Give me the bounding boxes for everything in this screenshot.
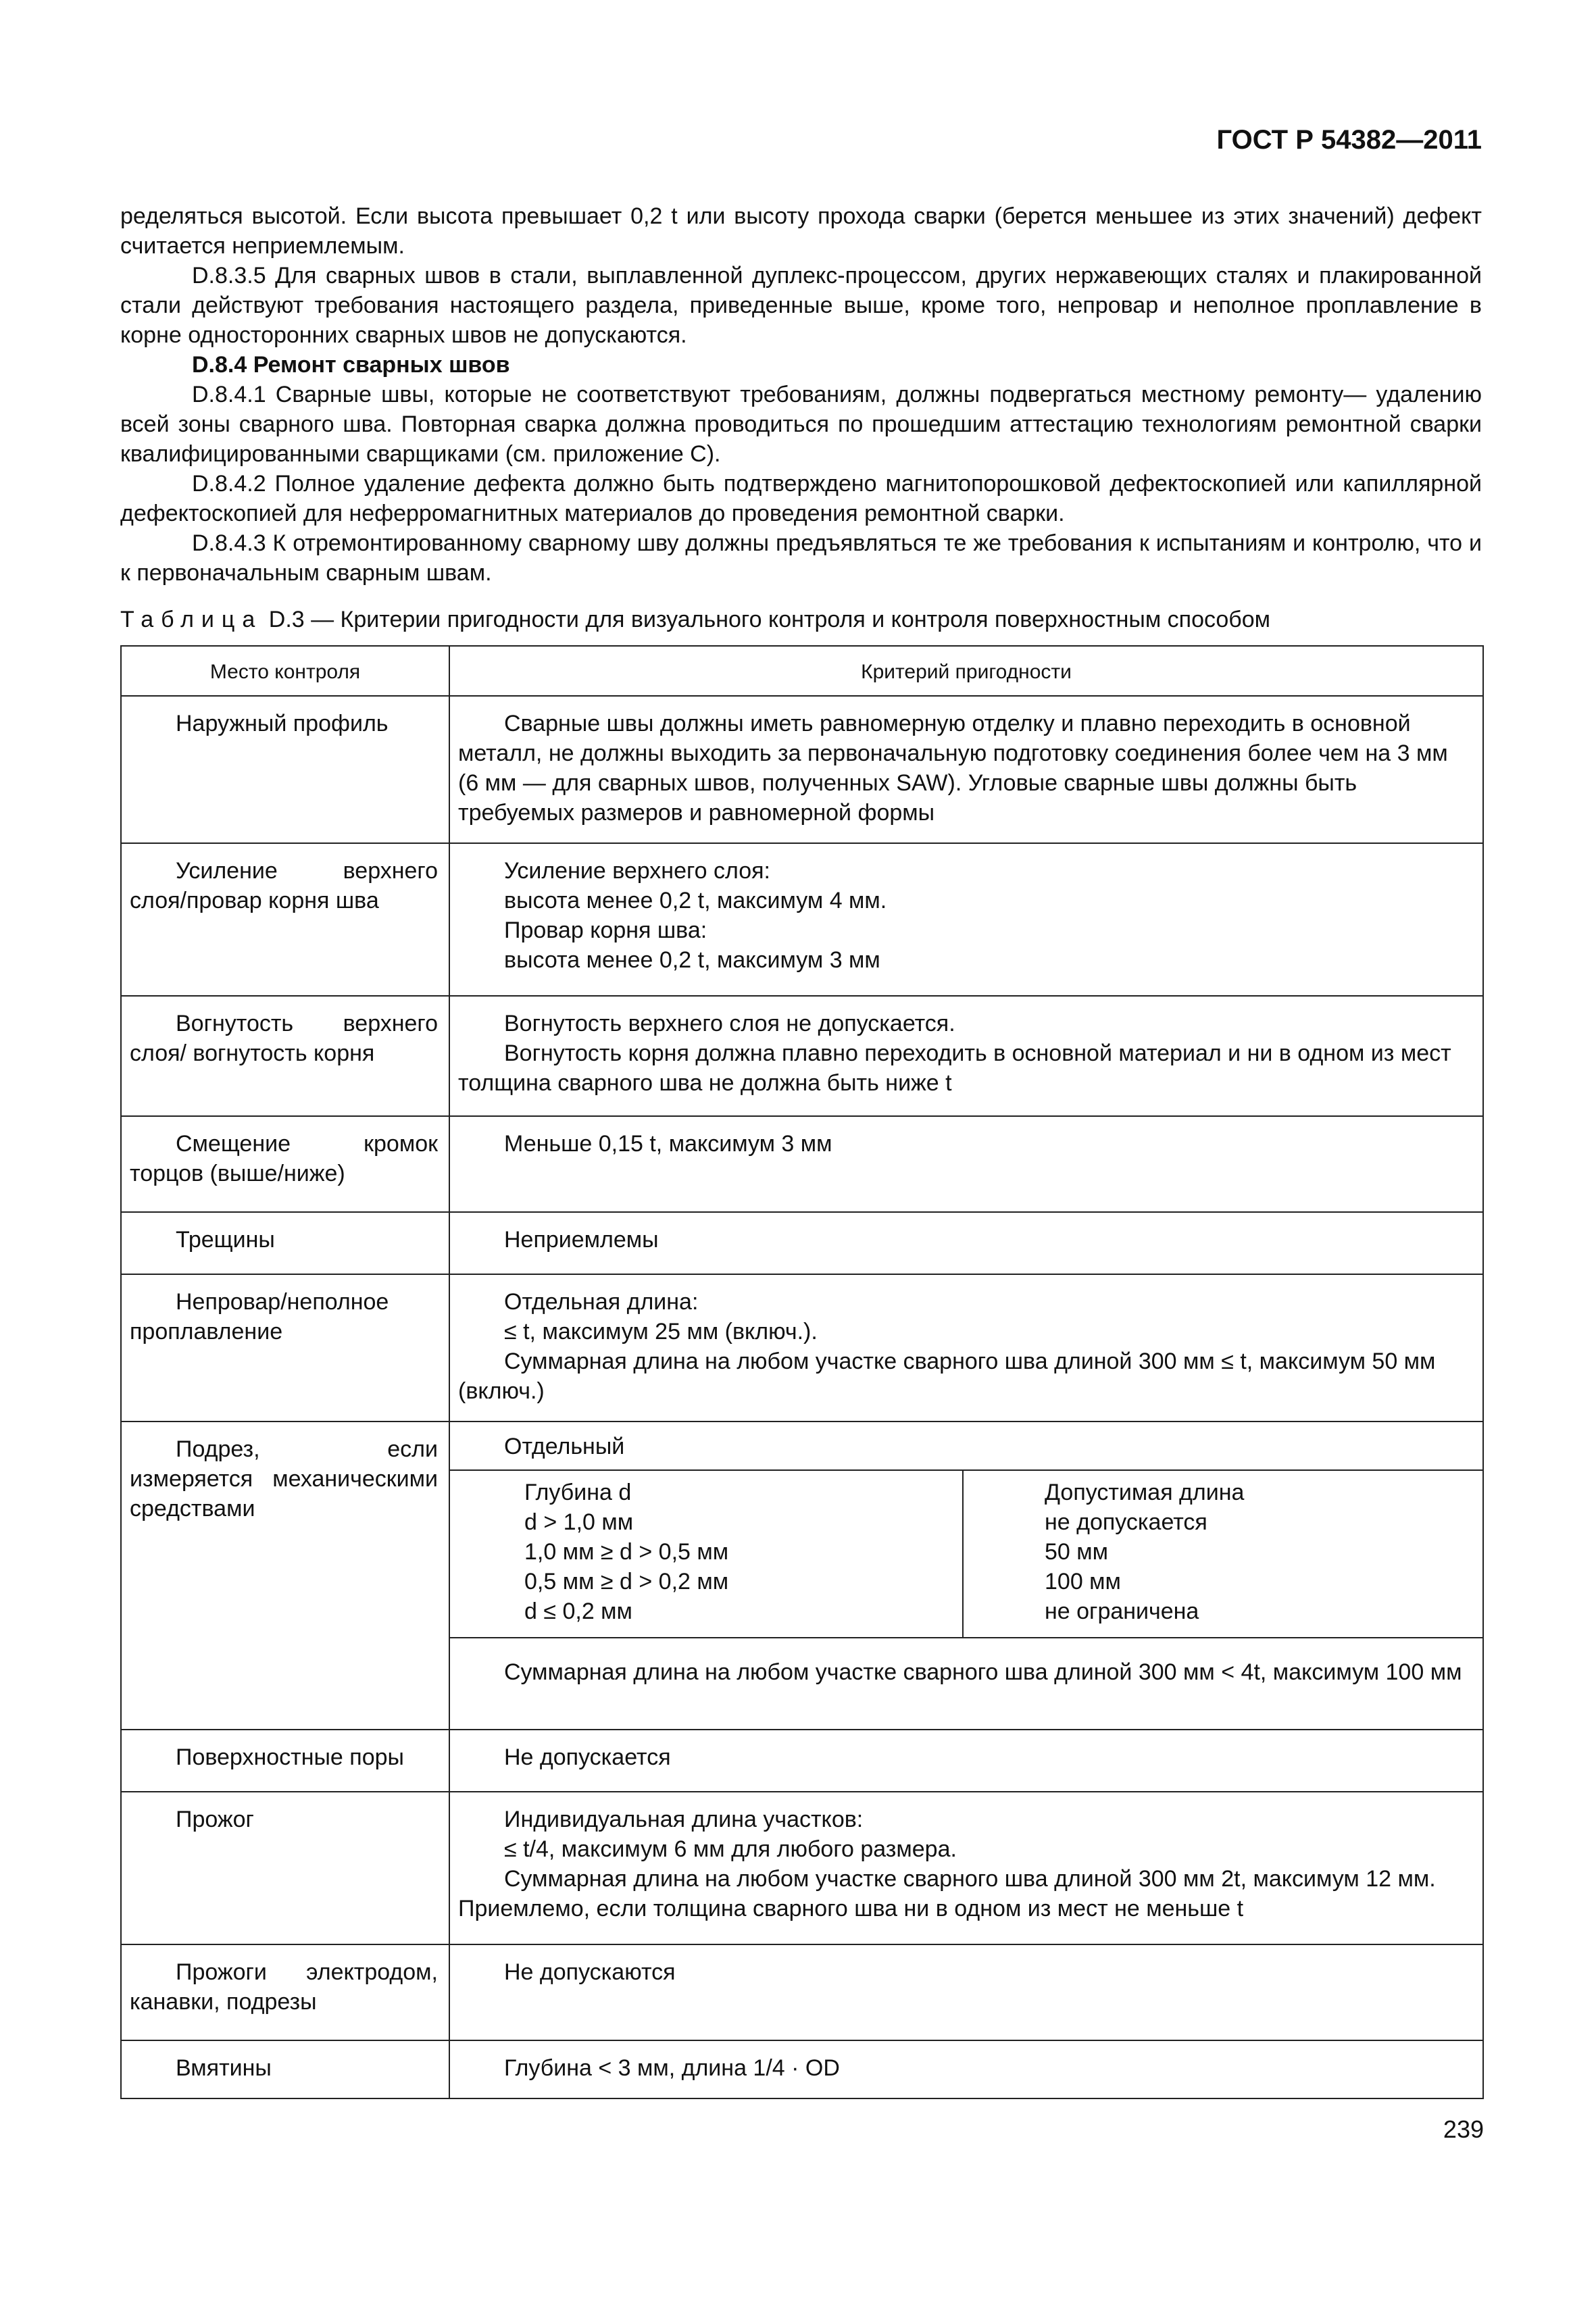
control-place-label: Поверхностные поры [176,1744,404,1770]
table-row [121,1422,1483,1730]
control-place-label: Усиление верхнего слоя/провар корня шва [130,858,438,913]
section-heading-d84: D.8.4 Ремонт сварных швов [192,352,510,378]
criterion-cell [449,1792,1483,1944]
criterion-line: Суммарная длина на любом участке сварного шва длиной 300 мм 2t, максимум 12 мм. Приемлемо, если толщина сварного шва ни в одном из мест не меньше t [458,1866,1436,1921]
criterion-cell [449,1212,1483,1274]
criterion-cell [449,1730,1483,1792]
table-caption-text: D.3 — Критерии пригодности для визуального контроля и контроля поверхностным способом [262,607,1271,632]
criterion-cell [449,2040,1483,2098]
intro-text [120,201,1482,588]
table-row [121,1944,1483,2040]
table-row [121,696,1483,843]
undercut-depth-value: d > 1,0 мм [524,1509,634,1535]
criterion-line: Усиление верхнего слоя: [504,858,770,884]
table-row [121,1212,1483,1274]
document-header: ГОСТ Р 54382—2011 [1216,125,1482,155]
criterion-line: Неприемлемы [504,1227,659,1253]
criterion-line: высота менее 0,2 t, максимум 4 мм. [504,888,887,913]
control-place-cell [121,996,449,1116]
paragraph-d835: D.8.3.5 Для сварных швов в стали, выплавленной дуплекс-процессом, других нержавеющих сталях и плакированной стали действуют требования настоящего раздела, приведенные выше, кроме того, непровар и неполное проплавление в корне односторонних сварных швов не допускаются. [120,263,1482,348]
table-caption-word: Таблица [120,607,263,632]
control-place-cell [121,1422,449,1730]
control-place-label: Прожоги электродом, канавки, подрезы [130,1959,438,2015]
undercut-total [450,1638,1482,1701]
control-place-label: Прожог [176,1807,254,1832]
control-place-cell [121,1274,449,1422]
undercut-length-value: 100 мм [1045,1569,1121,1594]
criterion-line: Глубина < 3 мм, длина 1/4 · OD [504,2055,840,2081]
undercut-length-column [962,1471,1482,1637]
paragraph-d842: D.8.4.2 Полное удаление дефекта должно быть подтверждено магнитопорошковой дефектоскопией или капиллярной дефектоскопией для неферромагнитных материалов до проведения ремонтной сварки. [120,471,1482,526]
undercut-depth-value: 0,5 мм ≥ d > 0,2 мм [524,1569,729,1594]
control-place-cell [121,2040,449,2098]
criterion-line: Провар корня шва: [504,917,707,943]
table-row [121,1730,1483,1792]
undercut-depth-value: d ≤ 0,2 мм [524,1599,632,1624]
criteria-table [120,645,1484,2099]
criterion-cell [449,1274,1483,1422]
criterion-line: ≤ t/4, максимум 6 мм для любого размера. [504,1836,957,1862]
control-place-label: Вмятины [176,2055,272,2081]
table-row [121,1116,1483,1212]
criterion-cell [449,1944,1483,2040]
undercut-length-value: не допускается [1045,1509,1207,1535]
criterion-line: Не допускаются [504,1959,676,1985]
paragraph-d843: D.8.4.3 К отремонтированному сварному шву должны предъявляться те же требования к испытаниям и контролю, что и к первоначальным сварным швам. [120,530,1482,586]
control-place-cell [121,1792,449,1944]
table-row [121,843,1483,996]
criterion-line: Суммарная длина на любом участке сварного шва длиной 300 мм ≤ t, максимум 50 мм (включ.) [458,1349,1436,1404]
undercut-depth-value: 1,0 мм ≥ d > 0,5 мм [524,1539,729,1565]
control-place-label: Смещение кромок торцов (выше/ниже) [130,1131,438,1186]
table-caption [120,605,1505,634]
table-body [121,696,1483,2098]
undercut-subheader: Отдельный [450,1422,1482,1471]
control-place-cell [121,1212,449,1274]
table-row [121,2040,1483,2098]
criterion-cell [449,996,1483,1116]
table-row [121,996,1483,1116]
criterion-line: ≤ t, максимум 25 мм (включ.). [504,1319,818,1344]
page-number: 239 [1443,2115,1484,2143]
criterion-cell [449,1422,1483,1730]
column-header-criterion: Критерий пригодности [449,646,1483,696]
criterion-line: высота менее 0,2 t, максимум 3 мм [504,947,880,973]
control-place-cell [121,696,449,843]
control-place-cell [121,1116,449,1212]
criterion-cell [449,696,1483,843]
criterion-line: Вогнутость корня должна плавно переходить в основной материал и ни в одном из мест толщина сварного шва не должна быть ниже t [458,1040,1451,1096]
criterion-line: Индивидуальная длина участков: [504,1807,864,1832]
criterion-line: Отдельная длина: [504,1289,699,1315]
control-place-label: Вогнутость верхнего слоя/ вогнутость корня [130,1011,438,1066]
control-place-cell [121,1944,449,2040]
undercut-grid [450,1471,1482,1638]
undercut-length-value: не ограничена [1045,1599,1199,1624]
table-row [121,1274,1483,1422]
control-place-label: Трещины [176,1227,275,1253]
control-place-cell [121,1730,449,1792]
criterion-line: Меньше 0,15 t, максимум 3 мм [504,1131,832,1157]
undercut-length-value: 50 мм [1045,1539,1109,1565]
table-header-row [121,646,1483,696]
control-place-label: Непровар/неполное проплавление [130,1289,389,1344]
criterion-cell [449,843,1483,996]
criterion-line: Сварные швы должны иметь равномерную отделку и плавно переходить в основной металл, не должны выходить за первоначальную подготовку соединения более чем на 3 мм (6 мм — для сварных швов, полученных SAW). Угловые сварные швы должны быть требуемых размеров и равномерной формы [458,711,1448,826]
criterion-line: Вогнутость верхнего слоя не допускается. [504,1011,955,1036]
undercut-depth-header: Глубина d [524,1480,632,1505]
criterion-line: Не допускается [504,1744,671,1770]
control-place-label: Подрез, если измеряется механическими средствами [130,1436,438,1521]
criterion-cell [449,1116,1483,1212]
control-place-label: Наружный профиль [176,711,389,736]
undercut-length-header: Допустимая длина [1045,1480,1245,1505]
undercut-depth-column [450,1471,962,1637]
table-row [121,1792,1483,1944]
paragraph-d841: D.8.4.1 Сварные швы, которые не соответствуют требованиям, должны подвергаться местному ремонту— удалению всей зоны сварного шва. Повторная сварка должна проводиться по прошедшим аттестацию технологиям ремонтной сварки квалифицированными сварщиками (см. приложение С). [120,382,1482,467]
paragraph-continuation: ределяться высотой. Если высота превышает 0,2 t или высоту прохода сварки (берется меньшее из этих значений) дефект считается неприемлемым. [120,203,1482,259]
control-place-cell [121,843,449,996]
column-header-place: Место контроля [121,646,449,696]
undercut-total-text: Суммарная длина на любом участке сварного шва длиной 300 мм < 4t, максимум 100 мм [504,1659,1462,1685]
